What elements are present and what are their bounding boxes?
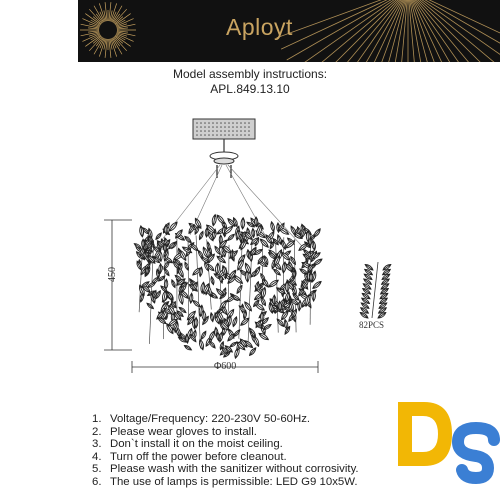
instruction-number: 6. [92,475,102,488]
instruction-item [92,426,359,439]
instruction-item [92,463,359,476]
instruction-text: The use of lamps is permissible: LED G9 10x5W. [110,475,358,488]
instruction-number: 3. [92,438,102,451]
instruction-item [92,413,359,426]
instruction-number: 5. [92,463,102,476]
instruction-item [92,476,359,489]
instruction-text: Please wash with the sanitizer without corrosivity. [110,463,359,476]
brand-name: Aployt [226,14,293,40]
instruction-text: Please wear gloves to install. [110,425,257,438]
height-dimension-label: 450 [107,267,118,282]
document-title: Model assembly instructions: [172,67,328,81]
instruction-text: Turn off the power before cleanout. [110,450,287,463]
instruction-item [92,451,359,464]
instruction-item [92,438,359,451]
instruction-text: Don`t install it on the moist ceiling. [110,438,283,451]
leaf-branch-sample [359,262,392,319]
instruction-number: 4. [92,450,102,463]
parts-count-label: 82PCS [359,320,385,330]
instruction-number: 2. [92,425,102,438]
instructions-list [92,413,359,489]
diameter-dimension-label: Φ600 [214,361,237,372]
ds-logo-icon [390,392,500,500]
ceiling-canopy [193,119,255,139]
instruction-text: Voltage/Frequency: 220-230V 50-60Hz. [110,413,311,425]
instruction-number: 1. [92,413,102,425]
leaf-cluster [133,214,323,359]
model-number: APL.849.13.10 [210,82,290,96]
